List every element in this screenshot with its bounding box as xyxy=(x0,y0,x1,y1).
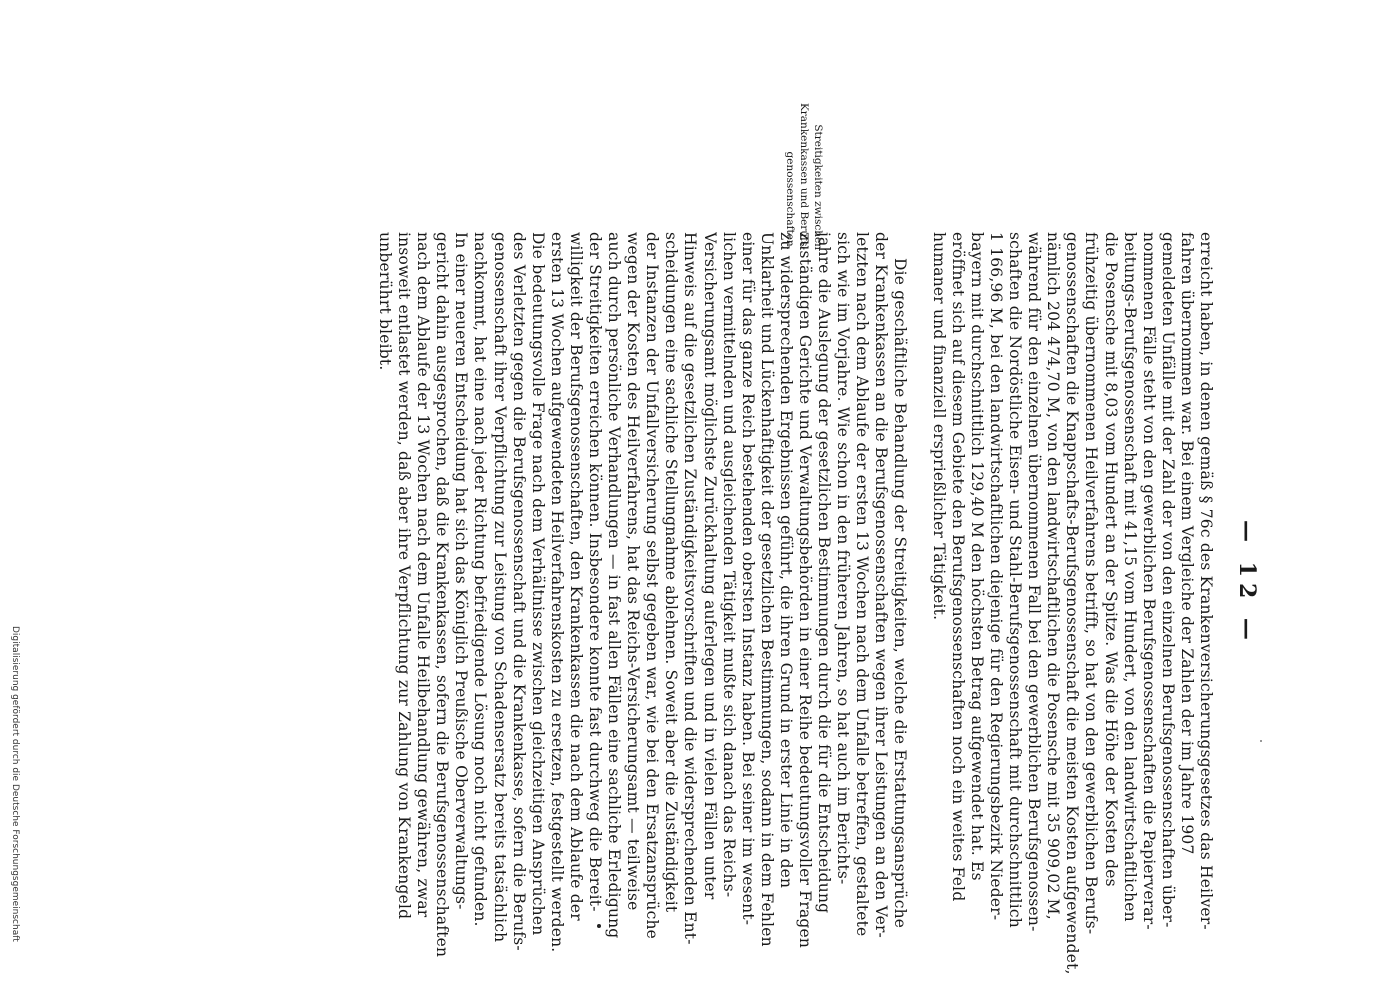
text-line: genossenschaften die Knappschafts-Berufsgenossenschaft die meisten Kosten aufgewendet, xyxy=(1063,232,1082,975)
text-line: während für den einzelnen übernommenen Fall bei den gewerblichen Berufsgenossen- xyxy=(1025,232,1044,932)
text-line: der Instanzen der Unfallversicherung selbst gegeben war, wie bei den Ersatzansprüche xyxy=(643,232,662,940)
text-line: nommenen Fälle steht von den gewerblichen Berufsgenossenschaften die Papierverar- xyxy=(1139,232,1158,930)
text-line: fahren übernommen war. Bei einem Vergleiche der Zahlen der im Jahre 1907 xyxy=(1177,232,1196,855)
text-line: auch durch persönliche Verhandlungen — in fast allen Fällen eine sachliche Erledigung xyxy=(605,232,624,939)
text-line: sich wie im Vorjahre. Wie schon in den früheren Jahren, so hat auch im Berichts- xyxy=(834,232,853,885)
paragraph-gap xyxy=(910,232,929,977)
text-line: In einer neueren Entscheidung hat sich das Königlich Preußische Oberverwaltungs- xyxy=(452,232,471,910)
text-line: ersten 13 Wochen aufgewendeten Heilverfahrenskosten zu ersetzen, festgestellt werden. xyxy=(547,232,566,953)
text-line: einer für das ganze Reich bestehenden obersten Instanz haben. Bei seiner im wesent- xyxy=(738,232,757,926)
text-line: humaner und finanziell ersprießlicher Tätigkeit. xyxy=(929,232,948,621)
text-line: letzten nach dem Ablaufe der ersten 13 Wochen nach dem Unfalle betreffen, gestaltete xyxy=(853,232,872,937)
text-line: 1 166,96 M, bei den landwirtschaftlichen diejenige für den Regierungsbezirk Nieder- xyxy=(986,232,1005,921)
margin-note-line: Krankenkassen und Berufs- xyxy=(798,102,810,250)
text-line: Die geschäftliche Behandlung der Streitigkeiten, welche die Erstattungsansprüche xyxy=(891,258,910,929)
text-line: unberührt bleibt. xyxy=(375,232,394,371)
text-line: wegen der Kosten des Heilverfahrens, hat das Reichs-Versicherungsamt — teilweise xyxy=(624,232,643,911)
page-number: — 12 — xyxy=(1234,520,1260,646)
text-line: gericht dahin ausgesprochen, daß die Krankenkassen, sofern die Berufsgenossenschaften xyxy=(433,232,452,958)
credit-text: Digitalisierung gefördert durch die Deutsche Forschungsgemeinschaft xyxy=(10,626,20,942)
paragraph-2 xyxy=(375,232,910,977)
margin-note xyxy=(783,100,825,250)
paragraph-1 xyxy=(929,232,1215,977)
text-line: scheidungen eine sachliche Stellungnahme ablehnen. Soweit aber die Zuständigkeit xyxy=(662,232,681,913)
text-line: willigkeit der Berufsgenossenschaften, den Krankenkassen die nach dem Ablaufe der xyxy=(566,232,585,921)
text-line: der Krankenkassen an die Berufsgenossenschaften wegen ihrer Leistungen an den Ver- xyxy=(872,232,891,938)
text-line: gemeldeten Unfälle mit der Zahl der von den einzelnen Berufsgenossenschaften über- xyxy=(1158,232,1177,928)
text-line: lichen vermittelnden und ausgleichenden Tätigkeit mußte sich danach das Reichs- xyxy=(719,232,738,898)
text-line: insoweit entlastet werden, daß aber ihre Verpflichtung zur Zahlung von Krankengeld xyxy=(395,232,414,920)
text-line: bayern mit durchschnittlich 129,40 M den höchsten Betrag aufgewendet hat. Es xyxy=(967,232,986,881)
margin-note-line: Streitigkeiten zwischen xyxy=(812,124,824,250)
ink-speck xyxy=(1260,740,1262,742)
text-line: Versicherungsamt möglichste Zurückhaltung auferlegen und in vielen Fällen unter xyxy=(700,232,719,900)
text-line: zu widersprechenden Ergebnissen geführt, die ihren Grund in erster Linie in den xyxy=(776,232,795,889)
text-line: beitungs-Berufsgenossenschaft mit 41,15 vom Hundert, von den landwirtschaftlichen xyxy=(1120,232,1139,922)
text-line: jahre die Auslegung der gesetzlichen Bestimmungen durch die für die Entscheidung xyxy=(815,232,834,914)
text-line: nachkommt, hat eine nach jeder Richtung befriedigende Lösung noch nicht gefunden. xyxy=(471,232,490,927)
text-line: frühzeitig übernommenen Heilverfahrens betrifft, so hat von den gewerblichen Berufs- xyxy=(1082,232,1101,935)
text-line: nämlich 204 474,70 M, von den landwirtschaftlichen die Posensche mit 35 909,02 M, xyxy=(1044,232,1063,920)
text-line: genossenschaft ihrer Verpflichtung zur Leistung von Schadensersatz bereits tatsächlich xyxy=(490,232,509,943)
margin-note-line: genossenschaften. xyxy=(784,151,796,250)
text-line: Die bedeutungsvolle Frage nach dem Verhältnisse zwischen gleichzeitigen Ansprüchen xyxy=(528,232,547,936)
body-text xyxy=(375,232,1215,977)
text-line: Hinweis auf die gesetzlichen Zuständigkeitsvorschriften und die widersprechenden Ent- xyxy=(681,232,700,945)
text-line: die Posensche mit 8,03 vom Hundert an der Spitze. Was die Höhe der Kosten des xyxy=(1101,232,1120,887)
text-line: des Verletzten gegen die Berufsgenossenschaft und die Krankenkasse, sofern die Berufs- xyxy=(509,232,528,951)
text-line: erreicht haben, in denen gemäß § 76c des Krankenversicherungsgesetzes das Heilver- xyxy=(1197,232,1215,930)
text-line: Unklarheit und Lückenhaftigkeit der gesetzlichen Bestimmungen, sodann in dem Fehlen xyxy=(757,232,776,947)
text-line: nach dem Ablaufe der 13 Wochen nach dem Unfalle Heilbehandlung gewähren, zwar xyxy=(414,232,433,918)
text-line: zuständigen Gerichte und Verwaltungsbehörden in einer Reihe bedeutungsvoller Fragen xyxy=(796,232,815,949)
text-line: der Streitigkeiten erreichen können. Insbesondere konnte fast durchweg die Bereit- xyxy=(586,232,604,912)
text-line: schaften die Nordöstliche Eisen- und Stahl-Berufsgenossenschaft mit durchschnittlich xyxy=(1006,232,1025,928)
ink-speck xyxy=(597,924,601,928)
text-line: eröffnet sich auf diesem Gebiete den Berufsgenossenschaften noch ein weites Feld xyxy=(948,232,967,902)
